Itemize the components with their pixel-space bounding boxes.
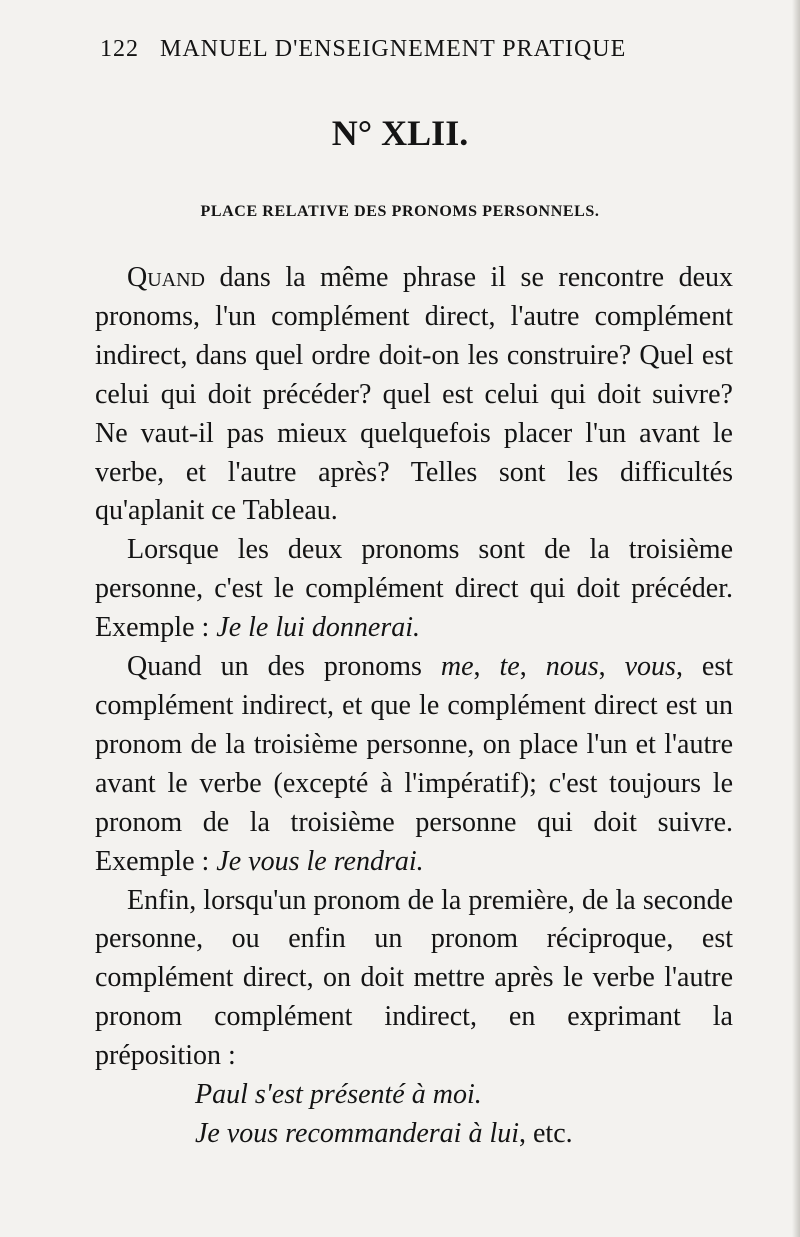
dropcap-word: Quand [127, 262, 205, 293]
body-text [95, 259, 733, 1154]
example-text: Je le lui donnerai. [216, 612, 421, 644]
comma: , [519, 651, 546, 683]
paragraph-3-text-cont: , est complément indirect, et que le complément direct est un pronom de la troisième personne, on place l'un et l'autre avant le verbe (excepté à l'impératif); c'est toujours le pronom de la troisième personne qui doit suivre. Exemple : [95, 651, 734, 877]
example-text: Je vous le rendrai. [216, 845, 424, 877]
paragraph-2 [95, 531, 733, 648]
section-number: N° XLII. [331, 113, 469, 153]
paragraph-4-text: Enfin, lorsqu'un pronom de la première, de la seconde personne, ou enfin un pronom réciproque, est complément direct, on doit mettre après le verbe l'autre pronom complément indirect, en exprimant la préposition : [95, 884, 733, 1072]
comma: , [598, 651, 625, 683]
pronoun-nous: nous [545, 651, 599, 683]
example-line-2-italic: Je vous recommanderai à lui [195, 1117, 519, 1149]
example-line-2-tail: , etc. [519, 1117, 573, 1149]
section-title: PLACE RELATIVE DES PRONOMS PERSONNELS. [200, 203, 600, 220]
paragraph-4 [95, 882, 733, 1077]
example-line-1: Paul s'est présenté à moi. [195, 1079, 482, 1111]
example-line-2 [195, 1115, 733, 1154]
pronoun-vous: vous [624, 651, 676, 683]
pronoun-te: te [499, 651, 520, 683]
pronoun-me: me [440, 651, 474, 683]
paragraph-1-text: dans la même phrase il se rencontre deux pronoms, l'un complément direct, l'autre complément indirect, dans quel ordre doit-on les construire? Quel est celui qui doit précéder? quel est celui qui doit suivre? Ne vaut-il pas mieux quelquefois placer l'un avant le verbe, et l'autre après? Telles sont les difficultés qu'aplanit ce Tableau. [95, 262, 733, 527]
running-title: MANUEL D'ENSEIGNEMENT PRATIQUE [160, 36, 627, 62]
paragraph-3 [95, 648, 733, 881]
paragraph-2-text: Lorsque les deux pronoms sont de la troisième personne, c'est le complément direct qui doit précéder. Exemple : [95, 534, 733, 644]
page-number: 122 [100, 36, 139, 62]
paragraph-1 [95, 259, 733, 531]
running-header [100, 36, 700, 63]
paragraph-3-text: Quand un des pronoms [127, 651, 441, 683]
page-edge-shadow [792, 0, 800, 1237]
comma: , [473, 651, 500, 683]
